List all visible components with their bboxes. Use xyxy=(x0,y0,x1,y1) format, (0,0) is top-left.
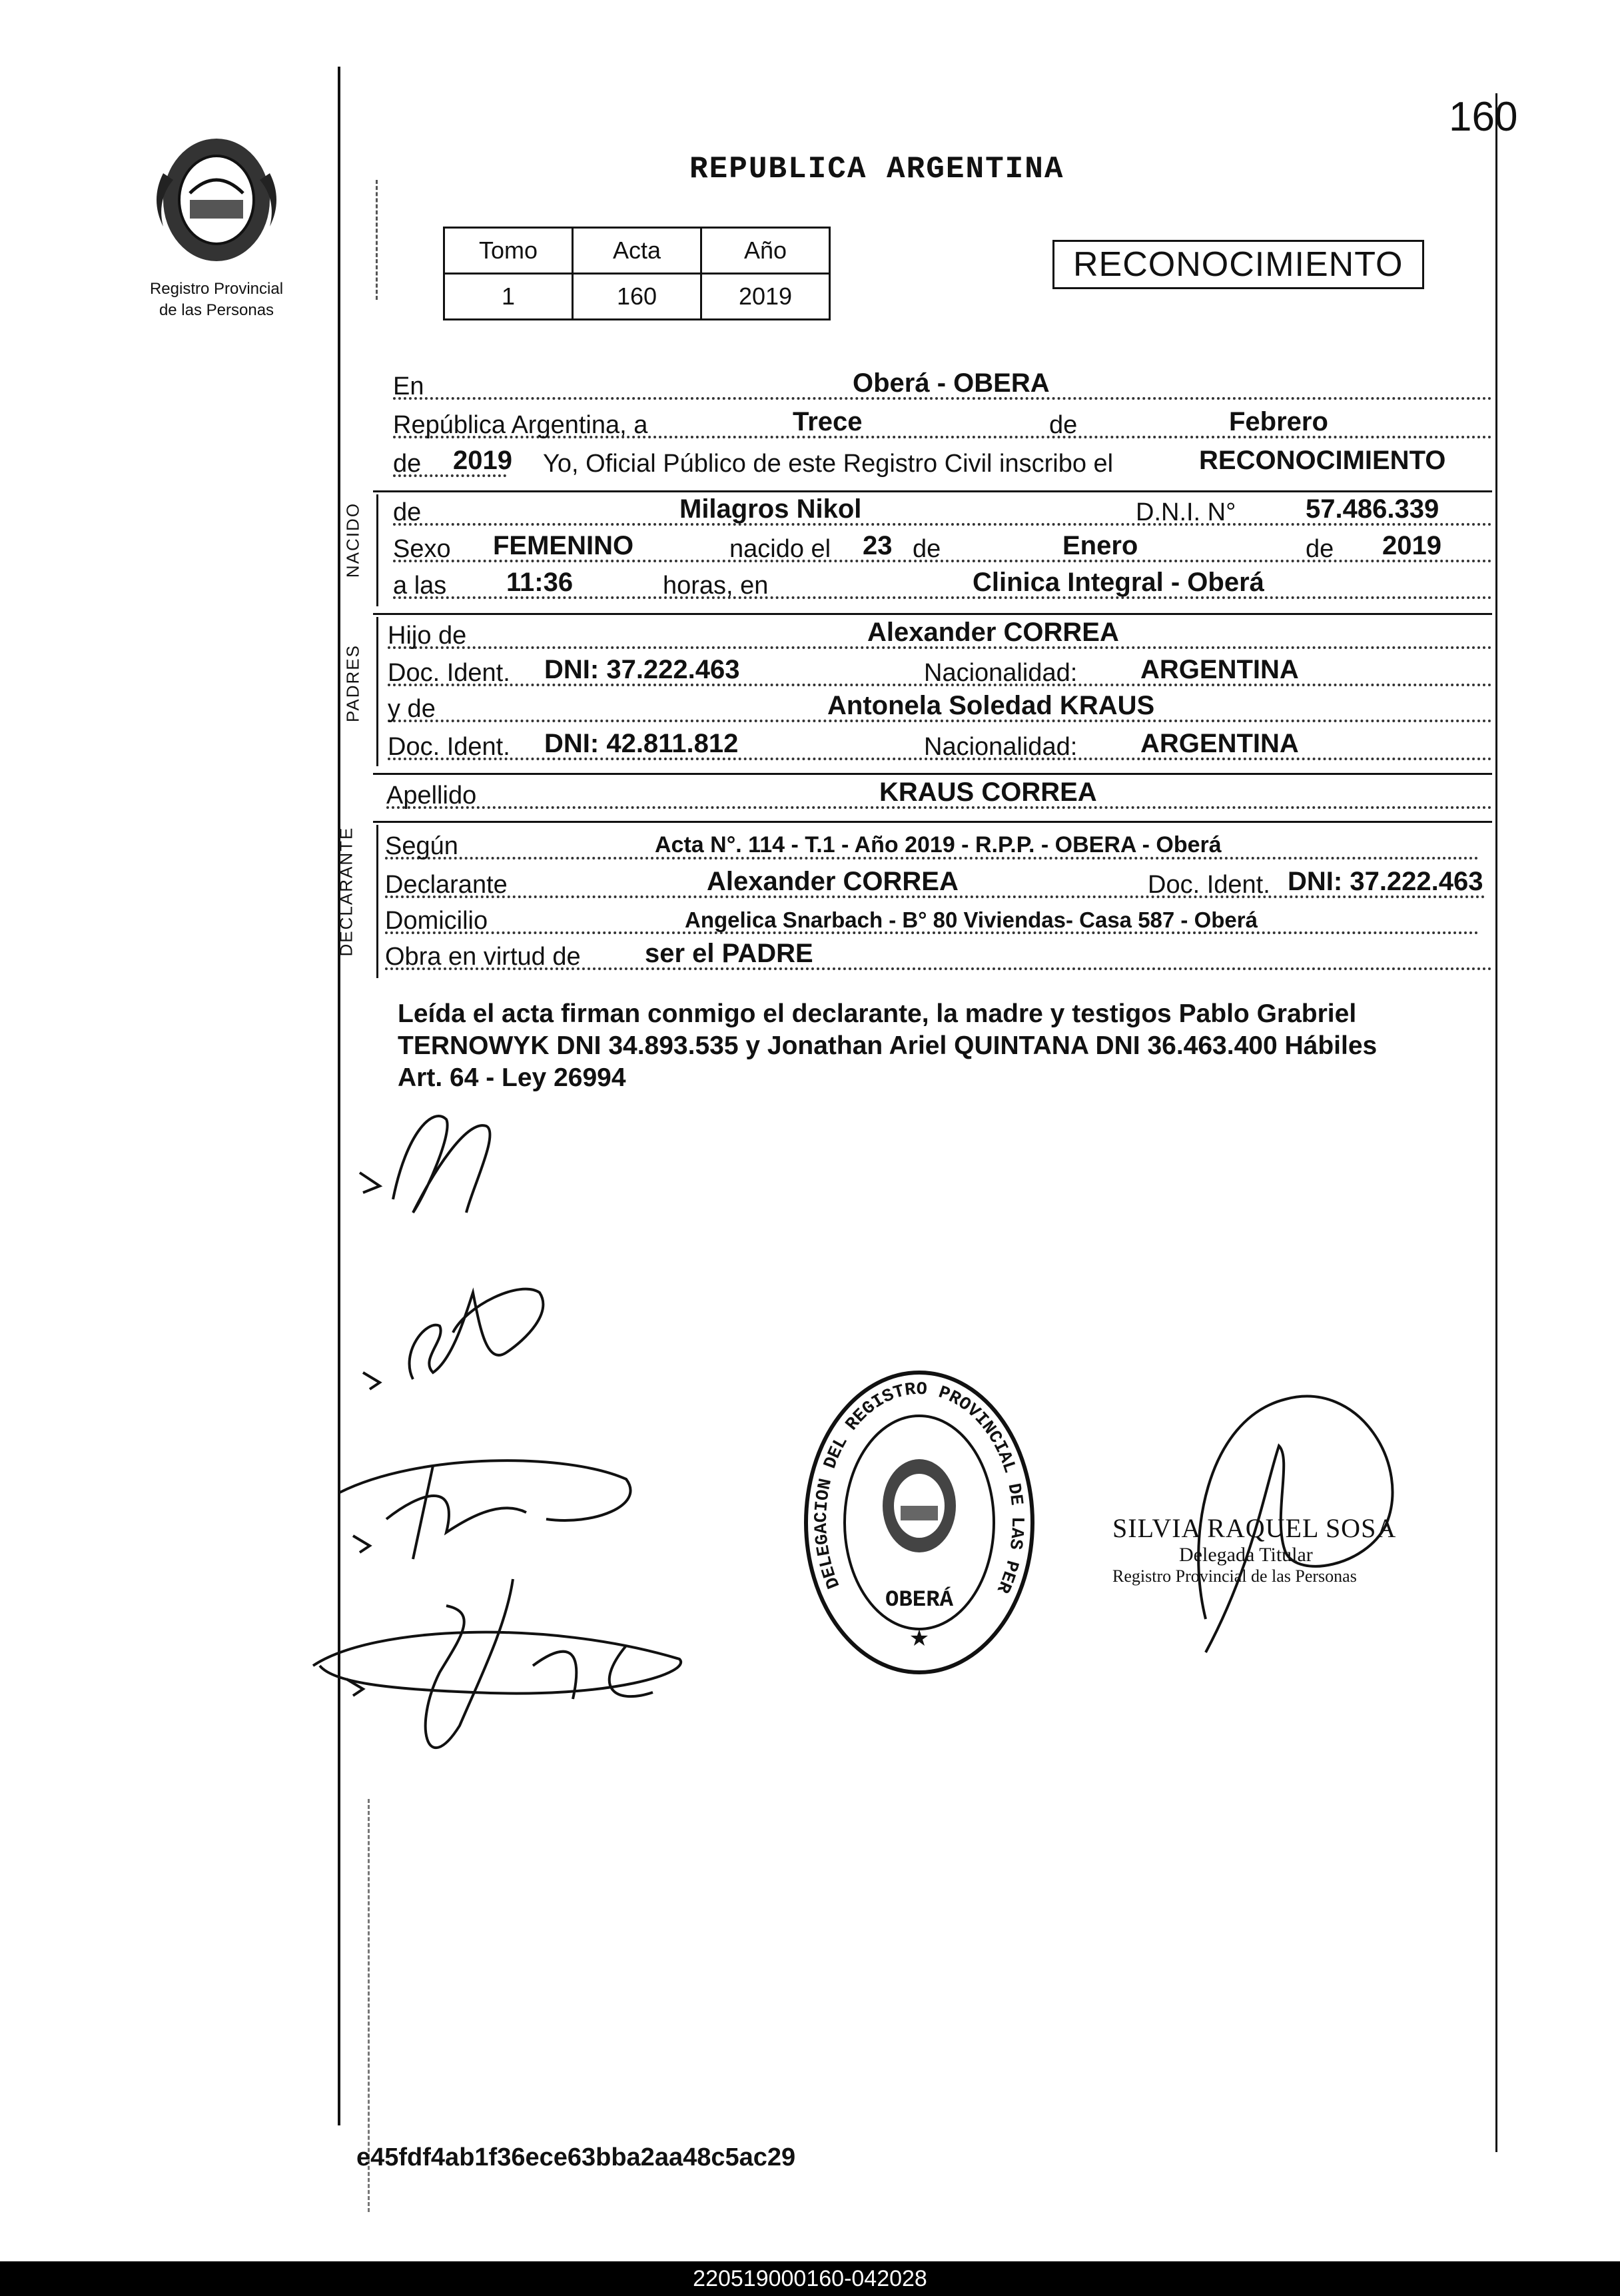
field-row-en xyxy=(393,370,1492,404)
apellido-value: KRAUS CORREA xyxy=(879,778,1097,807)
field-row-mother-doc xyxy=(388,731,1492,764)
misiones-emblem-icon xyxy=(143,127,290,273)
mother-value: Antonela Soledad KRAUS xyxy=(827,691,1155,720)
field-row-sexo xyxy=(393,533,1492,566)
declarante-value: Alexander CORREA xyxy=(707,867,959,896)
separator-top xyxy=(373,490,1492,492)
closing-note-line2: TERNOWYK DNI 34.893.535 y Jonathan Ariel QUINTANA DNI 36.463.400 Hábiles xyxy=(398,1031,1378,1060)
registry-name xyxy=(120,279,313,321)
inscribo-label: Yo, Oficial Público de este Registro Civil inscribo el xyxy=(543,450,1114,478)
separator-padres xyxy=(373,773,1492,775)
declarante-label: Declarante xyxy=(385,871,508,899)
official-org: Registro Provincial de las Personas xyxy=(1112,1566,1357,1586)
table-cell-tomo: 1 xyxy=(444,274,573,320)
declarante-doc-value: DNI: 37.222.463 xyxy=(1288,867,1483,896)
y-de-label: y de xyxy=(388,695,436,723)
table-header-acta: Acta xyxy=(573,228,701,274)
official-stamp xyxy=(1112,1512,1419,1586)
act-type-badge: RECONOCIMIENTO xyxy=(1052,240,1424,289)
place-value: Oberá - OBERA xyxy=(853,368,1050,398)
field-row-domicilio xyxy=(385,905,1479,938)
section-label-declarante: DECLARANTE xyxy=(336,826,356,957)
birth-year-value: 2019 xyxy=(1382,531,1441,560)
field-row-father-doc xyxy=(388,657,1492,690)
field-row-mother xyxy=(388,693,1492,726)
table-cell-acta: 160 xyxy=(573,274,701,320)
act-name-value: RECONOCIMIENTO xyxy=(1199,446,1446,475)
mother-doc-label: Doc. Ident. xyxy=(388,733,510,761)
apellido-label: Apellido xyxy=(386,782,477,810)
nacido-de-label: de xyxy=(393,498,422,526)
domicilio-label: Domicilio xyxy=(385,907,488,935)
father-value: Alexander CORREA xyxy=(867,618,1119,647)
birth-month-value: Enero xyxy=(1062,531,1138,560)
field-row-obra xyxy=(385,941,1492,974)
left-dash-marks xyxy=(376,180,378,300)
father-nat-label: Nacionalidad: xyxy=(924,659,1078,687)
field-row-father xyxy=(388,620,1492,653)
signature-testigo-1 xyxy=(326,1439,646,1572)
closing-note-line1: Leída el acta firman conmigo el declarante, la madre y testigos Pablo Grabriel xyxy=(398,999,1357,1028)
field-row-republica xyxy=(393,409,1492,442)
registry-emblem xyxy=(143,127,290,273)
declarante-doc-label: Doc. Ident. xyxy=(1148,871,1270,899)
separator-nacido xyxy=(373,613,1492,615)
nacido-bracket xyxy=(376,494,378,606)
birth-place-value: Clinica Integral - Oberá xyxy=(973,568,1264,597)
registry-name-line2: de las Personas xyxy=(159,301,274,319)
document-hash: e45fdf4ab1f36ece63bba2aa48c5ac29 xyxy=(356,2143,796,2171)
child-dni-value: 57.486.339 xyxy=(1306,494,1439,524)
seal-icon xyxy=(799,1366,1039,1679)
day-value: Trece xyxy=(793,407,863,436)
nacido-de3-label: de xyxy=(1306,535,1334,563)
child-name-value: Milagros Nikol xyxy=(679,494,862,524)
month-value: Febrero xyxy=(1229,407,1328,436)
sexo-label: Sexo xyxy=(393,535,451,563)
sex-value: FEMENINO xyxy=(493,531,634,560)
official-seal xyxy=(799,1366,1039,1679)
father-doc-value: DNI: 37.222.463 xyxy=(544,655,740,684)
footer-code: 220519000160-042028 xyxy=(0,2261,1620,2296)
table-header-anio: Año xyxy=(701,228,830,274)
dni-label: D.N.I. N° xyxy=(1136,498,1236,526)
section-label-nacido: NACIDO xyxy=(342,502,363,578)
year-value: 2019 xyxy=(453,446,512,475)
field-row-segun xyxy=(385,830,1479,863)
table-cell-anio: 2019 xyxy=(701,274,830,320)
seal-city: OBERÁ xyxy=(885,1588,954,1613)
page-title: REPUBLICA ARGENTINA xyxy=(689,152,1064,187)
section-label-padres: PADRES xyxy=(342,644,363,722)
signature-declarante xyxy=(353,1093,526,1239)
right-margin-line xyxy=(1495,93,1497,2152)
left-margin-line xyxy=(338,67,340,2125)
father-nat-value: ARGENTINA xyxy=(1140,655,1299,684)
record-table xyxy=(443,227,831,320)
obra-value: ser el PADRE xyxy=(645,939,813,968)
field-row-nacido-name xyxy=(393,496,1492,530)
mother-doc-value: DNI: 42.811.812 xyxy=(544,729,739,758)
field-row-apellido xyxy=(386,780,1492,813)
signature-madre xyxy=(353,1273,566,1399)
mother-nat-value: ARGENTINA xyxy=(1140,729,1299,758)
obra-label: Obra en virtud de xyxy=(385,943,581,971)
svg-text:★: ★ xyxy=(909,1626,930,1651)
de-label: de xyxy=(1049,411,1078,439)
seal-text: DELEGACION DEL REGISTRO PROVINCIAL DE LAS PER xyxy=(811,1379,1027,1596)
father-doc-label: Doc. Ident. xyxy=(388,659,510,687)
hijo-de-label: Hijo de xyxy=(388,622,467,650)
a-las-label: a las xyxy=(393,572,447,600)
segun-label: Según xyxy=(385,832,458,860)
page-number: 160 xyxy=(1449,94,1518,140)
separator-apellido xyxy=(373,821,1492,823)
en-label: En xyxy=(393,372,424,400)
birth-day-value: 23 xyxy=(863,531,893,560)
field-row-hora xyxy=(393,570,1492,603)
mother-nat-label: Nacionalidad: xyxy=(924,733,1078,761)
republica-label: República Argentina, a xyxy=(393,411,648,439)
padres-bracket xyxy=(376,617,378,766)
official-title: Delegada Titular xyxy=(1179,1544,1313,1566)
field-row-year xyxy=(393,448,1492,481)
closing-note-line3: Art. 64 - Ley 26994 xyxy=(398,1063,626,1092)
nacido-el-label: nacido el xyxy=(729,535,831,563)
horas-label: horas, en xyxy=(663,572,769,600)
birth-time-value: 11:36 xyxy=(506,568,574,597)
official-name: SILVIA RAQUEL SOSA xyxy=(1112,1513,1397,1543)
registry-name-line1: Registro Provincial xyxy=(149,280,284,298)
declarante-bracket xyxy=(376,825,378,978)
signature-testigo-2 xyxy=(306,1566,706,1779)
segun-value: Acta N°. 114 - T.1 - Año 2019 - R.P.P. - OBERA - Oberá xyxy=(655,832,1222,858)
de2-label: de xyxy=(393,450,422,478)
table-header-tomo: Tomo xyxy=(444,228,573,274)
field-row-declarante xyxy=(385,869,1485,902)
domicilio-value: Angelica Snarbach - B° 80 Viviendas- Casa 587 - Oberá xyxy=(685,907,1258,932)
nacido-de2-label: de xyxy=(913,535,941,563)
closing-note xyxy=(398,998,1490,1094)
